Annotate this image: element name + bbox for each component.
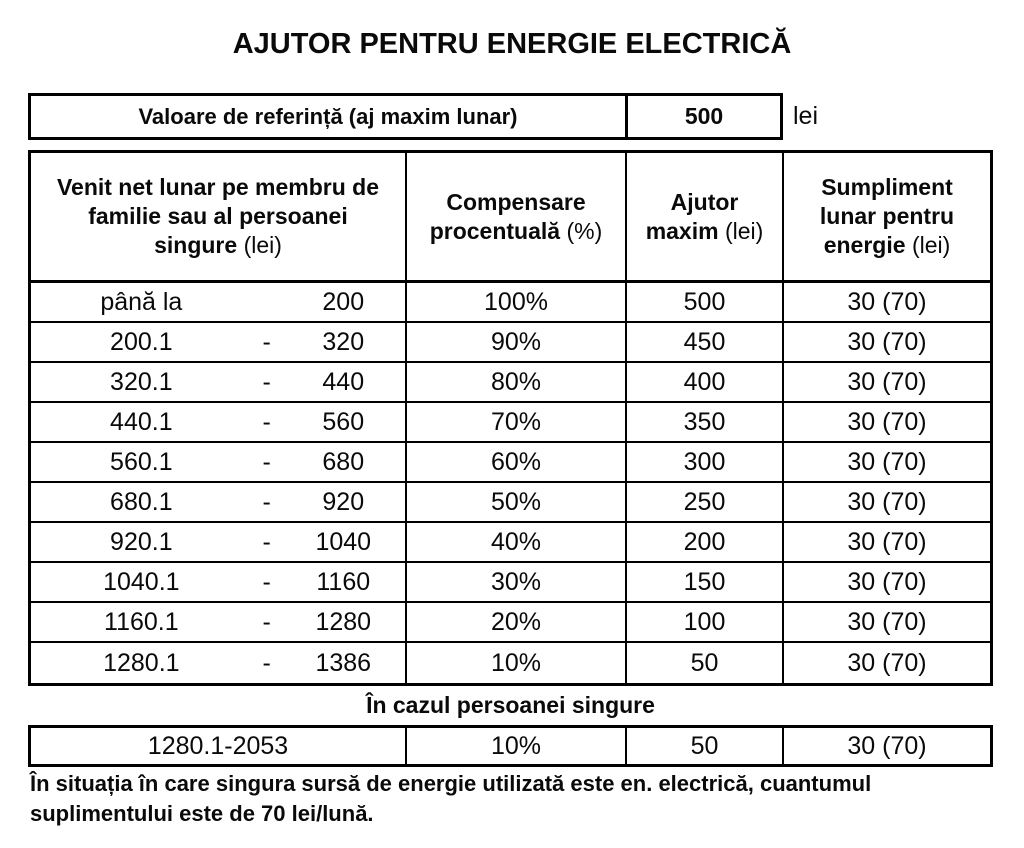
compensation-cell: 100% [405, 283, 625, 321]
table-row [31, 643, 990, 683]
supplement-cell: 30 (70) [782, 323, 990, 361]
table-row [31, 283, 990, 323]
reference-unit: lei [793, 102, 819, 130]
max-aid-cell: 500 [625, 283, 782, 321]
table-row [31, 323, 990, 363]
single-person-heading: În cazul persoanei singure [366, 692, 655, 718]
table-row [31, 443, 990, 483]
compensation-cell: 30% [405, 563, 625, 601]
max-aid-cell: 450 [625, 323, 782, 361]
table-header-row [31, 153, 990, 283]
income-range-cell: 920.1 - 1040 [110, 527, 372, 556]
footnote-text: În situația în care singura sursă de energie utilizată este en. electrică, cuantumul suplimentului este de 70 lei/lună. [30, 771, 872, 826]
supplement-cell: 30 (70) [782, 563, 990, 601]
supplement-cell: 30 (70) [782, 643, 990, 683]
income-range-cell: 440.1 - 560 [110, 407, 365, 436]
table-row [31, 523, 990, 563]
supplement-cell: 30 (70) [782, 483, 990, 521]
header-income: Venit net lunar pe membru de familie sau al persoanei singure (lei) [56, 174, 380, 258]
compensation-cell: 90% [405, 323, 625, 361]
max-aid-cell: 100 [625, 603, 782, 641]
income-range-cell: până la 200 [100, 287, 365, 316]
compensation-cell: 10% [405, 643, 625, 683]
reference-label: Valoare de referință (aj maxim lunar) [138, 103, 518, 129]
supplement-cell: 30 (70) [782, 403, 990, 441]
compensation-cell: 10% [405, 728, 625, 764]
reference-value-table [28, 93, 783, 140]
page-title: AJUTOR PENTRU ENERGIE ELECTRICĂ [232, 28, 792, 60]
income-range-cell: 320.1 - 440 [110, 367, 365, 396]
table-row [31, 603, 990, 643]
compensation-cell: 70% [405, 403, 625, 441]
max-aid-cell: 50 [625, 728, 782, 764]
income-range-cell: 1160.1 - 1280 [104, 607, 372, 636]
max-aid-cell: 200 [625, 523, 782, 561]
max-aid-cell: 150 [625, 563, 782, 601]
supplement-cell: 30 (70) [782, 728, 990, 764]
table-row [31, 403, 990, 443]
compensation-cell: 80% [405, 363, 625, 401]
compensation-cell: 20% [405, 603, 625, 641]
table-row [31, 728, 990, 764]
single-person-table [28, 725, 993, 767]
header-compensation: Compensare procentuală (%) [405, 153, 625, 280]
compensation-cell: 40% [405, 523, 625, 561]
max-aid-cell: 400 [625, 363, 782, 401]
table-row [31, 363, 990, 403]
income-range-cell: 560.1 - 680 [110, 447, 365, 476]
header-supplement: Sumpliment lunar pentru energie (lei) [782, 153, 990, 280]
supplement-cell: 30 (70) [782, 443, 990, 481]
supplement-cell: 30 (70) [782, 523, 990, 561]
supplement-cell: 30 (70) [782, 283, 990, 321]
max-aid-cell: 350 [625, 403, 782, 441]
table-row [31, 563, 990, 603]
supplement-cell: 30 (70) [782, 603, 990, 641]
supplement-cell: 30 (70) [782, 363, 990, 401]
max-aid-cell: 300 [625, 443, 782, 481]
compensation-cell: 50% [405, 483, 625, 521]
table-row [31, 483, 990, 523]
max-aid-cell: 250 [625, 483, 782, 521]
income-range-cell: 1280.1 - 1386 [103, 648, 372, 677]
max-aid-cell: 50 [625, 643, 782, 683]
income-range-cell: 680.1 - 920 [110, 487, 365, 516]
reference-value: 500 [625, 96, 780, 137]
income-range-cell: 200.1 - 320 [110, 327, 365, 356]
income-range-cell: 1040.1 - 1160 [103, 567, 371, 596]
income-range-cell: 1280.1-2053 [147, 731, 289, 760]
header-max-aid: Ajutor maxim (lei) [625, 153, 782, 280]
compensation-cell: 60% [405, 443, 625, 481]
compensation-table [28, 150, 993, 686]
